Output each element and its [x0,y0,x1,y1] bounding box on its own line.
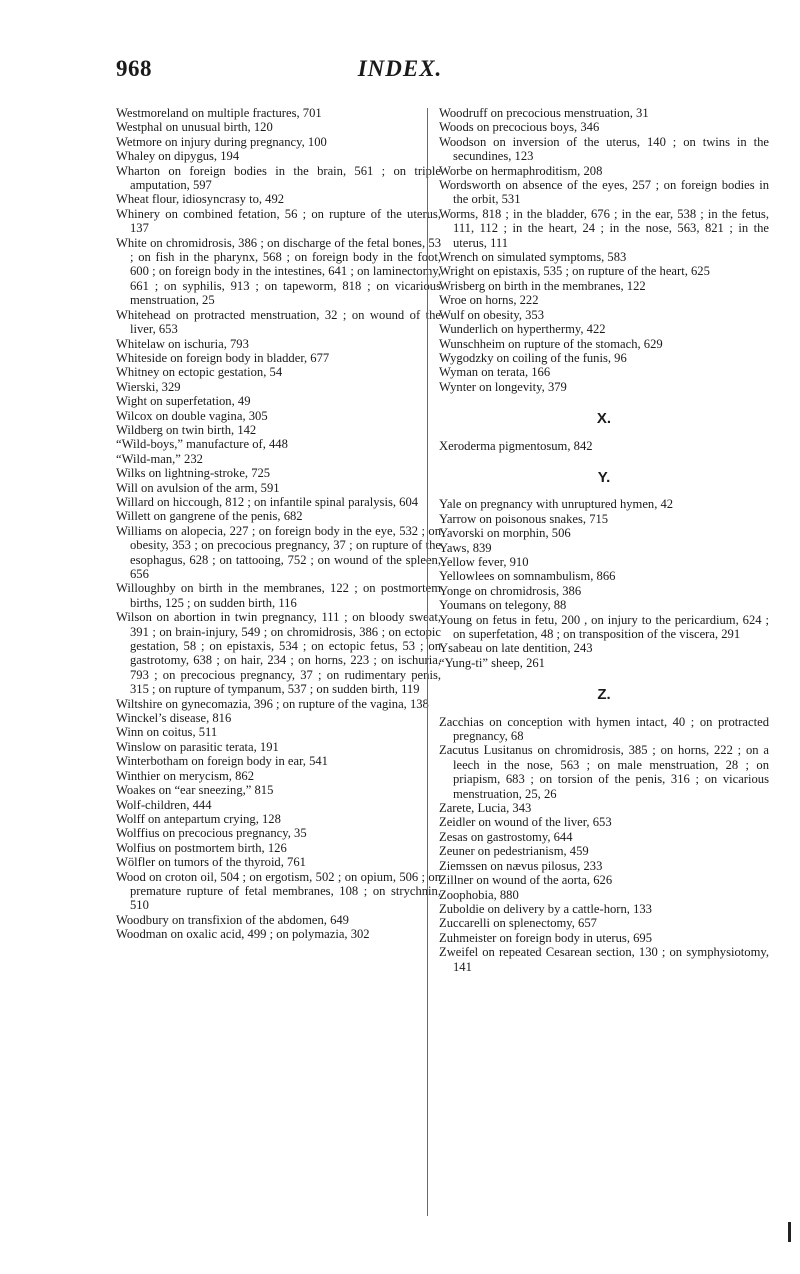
index-column-left [116,106,441,942]
index-entry: Woodruff on precocious menstruation, 31 [439,106,649,120]
index-entry: Wunschheim on rupture of the stomach, 629 [439,336,663,351]
index-entry: Zuccarelli on splenectomy, 657 [439,916,597,931]
index-entry: Whaley on dipygus, 194 [116,149,240,164]
index-entry: “Yung-ti” sheep, 261 [439,655,545,670]
index-entry: Wilcox on double vagina, 305 [116,408,268,423]
index-entry: Whitelaw on ischuria, 793 [116,336,249,351]
index-entry: Zeuner on pedestrianism, 459 [439,844,589,859]
index-entry: Westmoreland on multiple fractures, 701 [116,106,322,120]
index-entry: Winn on coitus, 511 [116,725,218,740]
section-heading-x: X. [596,410,612,428]
index-section-y [439,497,769,670]
index-entry: Yavorski on morphin, 506 [439,526,571,541]
index-entry: Wright on epistaxis, 535 ; on rupture of the heart, 625 [439,264,710,279]
index-entry: Wolfius on postmortem birth, 126 [116,840,287,855]
index-entry: Wharton on foreign bodies in the brain, 561 ; on triple amputation, 597 [116,163,441,193]
index-entry: Zarete, Lucia, 343 [439,801,532,816]
section-heading-y: Y. [597,468,611,486]
index-entry: Zuhmeister on foreign body in uterus, 695 [439,930,653,945]
page-header [0,56,800,86]
index-entry: Wordsworth on absence of the eyes, 257 ; on foreign bodies in the orbit, 531 [439,178,769,207]
index-entry: Woakes on “ear sneezing,” 815 [116,783,274,798]
index-entry: Woodbury on transfixion of the abdomen, 649 [116,912,349,927]
running-head: INDEX. [357,56,443,81]
index-entry: Wood on croton oil, 504 ; on ergotism, 502 ; on opium, 506 ; on premature rupture of fetal membranes, 108 ; on strychnin, 510 [116,869,441,913]
index-entry: Yale on pregnancy with unruptured hymen, 42 [439,497,674,512]
page-number: 968 [116,56,152,81]
index-entry: Woodson on inversion of the uterus, 140 ; on twins in the secundines, 123 [439,134,769,164]
index-entry: Wight on superfetation, 49 [116,394,251,409]
index-entry: Wroe on horns, 222 [439,293,539,308]
section-heading-z: Z. [597,686,611,704]
index-section-z [439,715,769,974]
index-entry: Willoughby on birth in the membranes, 122 ; on postmortem births, 125 ; on sudden birth, 116 [116,581,441,610]
index-entry: Young on fetus in fetu, 200 , on injury to the pericardium, 624 ; on superfetation, 48 ; on transposition of the viscera, 291 [439,612,769,641]
index-entry: Wyman on terata, 166 [439,365,551,380]
index-entry: Wölfler on tumors of the thyroid, 761 [116,855,306,870]
index-entry: Wolf-children, 444 [116,797,212,812]
index-entry: Whitney on ectopic gestation, 54 [116,365,283,380]
index-entry: Wilks on lightning-stroke, 725 [116,466,271,481]
index-entry: Woodman on oxalic acid, 499 ; on polymazia, 302 [116,927,370,942]
index-entry: Zacchias on conception with hymen intact, 40 ; on protracted pregnancy, 68 [439,714,769,744]
index-section-w [439,106,769,394]
index-entry: “Wild-man,” 232 [116,451,203,466]
index-entry: Whinery on combined fetation, 56 ; on rupture of the uterus, 137 [116,206,441,236]
index-entry: Wierski, 329 [116,379,181,394]
index-entry: Winterbotham on foreign body in ear, 541 [116,754,328,769]
index-entry: Wolffius on precocious pregnancy, 35 [116,826,307,841]
index-entry: Wilson on abortion in twin pregnancy, 111 ; on bloody sweat, 391 ; on brain-injury, 549 ; on chromidrosis, 386 ; on ectopic gestation, 58 ; on epistaxis, 534 ; on ectopic fetus, 53 ; on gastrotomy, 638 ; on hair, 234 ; on horns, 223 ; on ischuria, 793 ; on precocious pregnancy, 37 ; on rudimentary penis, 315 ; on rupture of tympanum, 537 ; on sudden birth, 119 [116,610,441,697]
index-entry: Wildberg on twin birth, 142 [116,422,257,437]
index-entry: Wheat flour, idiosyncrasy to, 492 [116,192,285,207]
index-entry: Youmans on telegony, 88 [439,598,567,613]
index-entry: Will on avulsion of the arm, 591 [116,480,280,495]
index-entry: Williams on alopecia, 227 ; on foreign body in the eye, 532 ; on obesity, 353 ; on precocious pregnancy, 37 ; on rupture of the esophagus, 628 ; on tattooing, 752 ; on wound of the spleen, 656 [116,523,441,581]
index-entry: Wolff on antepartum crying, 128 [116,811,281,826]
index-entry: Wetmore on injury during pregnancy, 100 [116,134,327,149]
index-entry: Zoophobia, 880 [439,887,519,902]
edge-mark [788,1222,791,1242]
index-entry: Whiteside on foreign body in bladder, 677 [116,350,330,365]
index-entry: Woods on precocious boys, 346 [439,120,600,135]
index-entry: Westphal on unusual birth, 120 [116,120,273,135]
index-entry: Zweifel on repeated Cesarean section, 130 ; on symphysiotomy, 141 [439,945,769,974]
index-entry: Whitehead on protracted menstruation, 32 ; on wound of the liver, 653 [116,307,441,337]
index-entry: Zesas on gastrostomy, 644 [439,829,573,844]
index-entry: Wunderlich on hyperthermy, 422 [439,322,606,337]
index-entry: Xeroderma pigmentosum, 842 [439,438,593,453]
index-entry: Wrisberg on birth in the membranes, 122 [439,278,646,293]
index-entry: Wulf on obesity, 353 [439,307,545,322]
index-column-right [439,106,769,974]
index-entry: Winthier on merycism, 862 [116,768,254,783]
index-entry: Winckel’s disease, 816 [116,711,232,726]
index-entry: Worbe on hermaphroditism, 208 [439,163,603,178]
index-entry: Worms, 818 ; in the bladder, 676 ; in the ear, 538 ; in the fetus, 111, 112 ; in the heart, 24 ; in the nose, 563, 821 ; in the uterus, 111 [439,206,769,250]
index-entry: Winslow on parasitic terata, 191 [116,739,279,754]
index-entry: “Wild-boys,” manufacture of, 448 [116,437,288,452]
index-entry: Wynter on longevity, 379 [439,379,567,394]
index-entry: Zillner on wound of the aorta, 626 [439,873,613,888]
index-entry: Willett on gangrene of the penis, 682 [116,509,303,524]
index-entry: Wiltshire on gynecomazia, 396 ; on rupture of the vagina, 138 [116,696,429,711]
index-entry: Wrench on simulated symptoms, 583 [439,250,627,265]
index-entry: Zuboldie on delivery by a cattle-horn, 133 [439,901,652,916]
index-entry: Wygodzky on coiling of the funis, 96 [439,350,627,365]
index-entry: White on chromidrosis, 386 ; on discharge of the fetal bones, 53 ; on fish in the pharynx, 568 ; on foreign body in the foot, 600 ; on foreign body in the intestines, 641 ; on laminectomy, 661 ; on syphilis, 913 ; on tapeworm, 818 ; on vicarious menstruation, 25 [116,235,441,308]
index-entry: Zacutus Lusitanus on chromidrosis, 385 ; on horns, 222 ; on a leech in the nose, 563 ; on male menstruation, 28 ; on priapism, 683 ; on torsion of the penis, 316 ; on vicarious menstruation, 25, 26 [439,743,769,801]
index-entry: Zeidler on wound of the liver, 653 [439,815,612,830]
index-entry: Willard on hiccough, 812 ; on infantile spinal paralysis, 604 [116,494,419,509]
index-entry: Yellow fever, 910 [439,554,529,569]
index-section-x [439,439,769,453]
index-entry: Yonge on chromidrosis, 386 [439,583,582,598]
index-entry: Ysabeau on late dentition, 243 [439,641,593,656]
index-entry: Ziemssen on nævus pilosus, 233 [439,858,603,873]
index-entry: Yaws, 839 [439,540,492,555]
index-entry: Yellowlees on somnambulism, 866 [439,569,616,584]
column-divider [427,108,428,1216]
index-entry: Yarrow on poisonous snakes, 715 [439,511,609,526]
